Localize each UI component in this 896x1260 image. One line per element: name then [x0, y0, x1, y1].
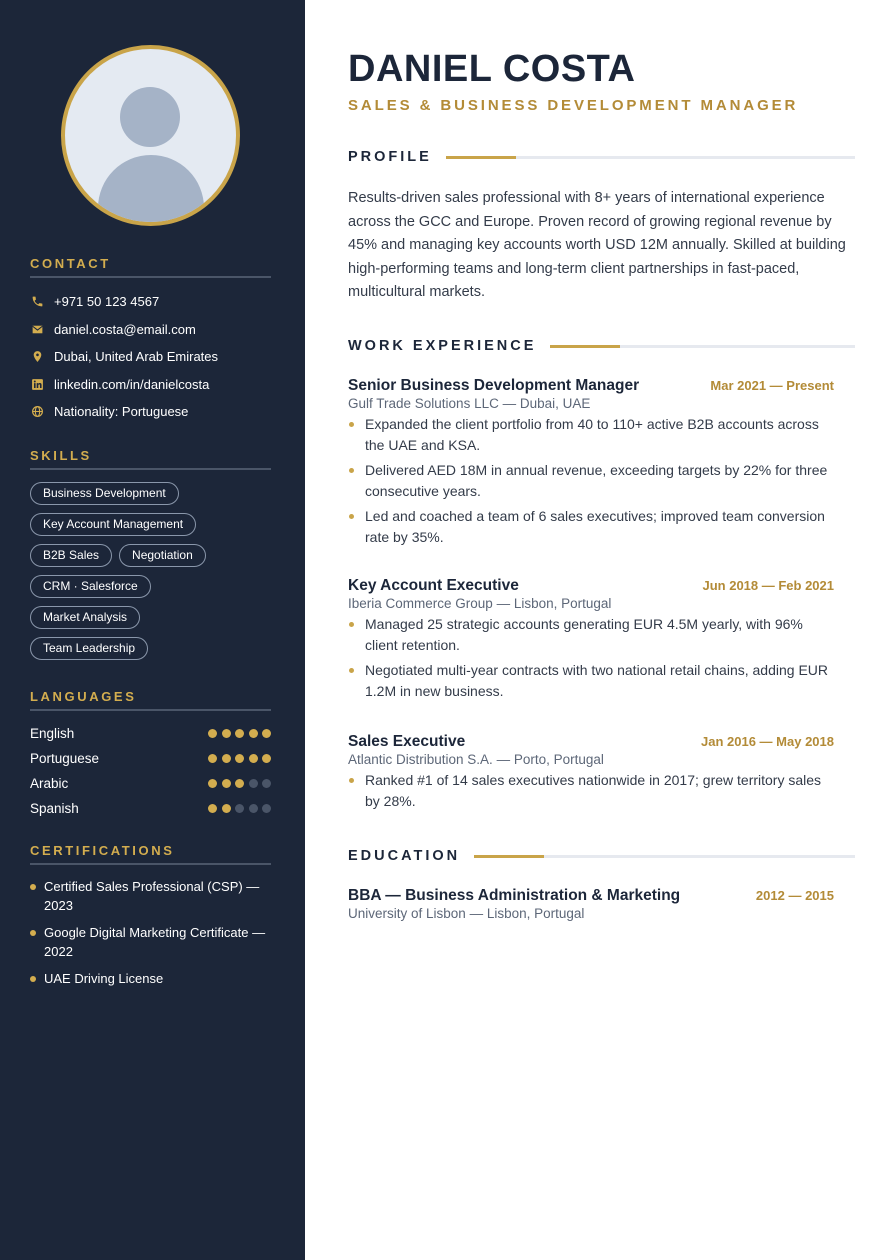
education-degree: BBA — Business Administration & Marketing [348, 887, 681, 904]
section-divider [474, 855, 855, 858]
profile-heading-row [348, 147, 855, 167]
linkedin-icon [30, 377, 44, 391]
level-dot-filled [208, 804, 217, 813]
level-dot-empty [235, 804, 244, 813]
job-bullet: Managed 25 strategic accounts generating EUR 4.5M yearly, with 96% client retention. [348, 614, 834, 656]
job-bullet: Expanded the client portfolio from 40 to 110+ active B2B accounts across the UAE and KSA. [348, 414, 834, 456]
job-company: Gulf Trade Solutions LLC [348, 396, 499, 411]
sidebar [0, 0, 305, 1260]
contact-linkedin-text: linkedin.com/in/danielcosta [54, 376, 210, 392]
education-school-line [348, 906, 834, 921]
job-bullets [348, 614, 834, 702]
skill-chip: Key Account Management [30, 513, 196, 536]
avatar-body-shape [98, 155, 204, 226]
candidate-name: DANIEL COSTA [348, 48, 636, 90]
level-dot-filled [235, 729, 244, 738]
job-title: Sales Executive [348, 733, 466, 750]
job-title: Senior Business Development Manager [348, 377, 640, 394]
certifications-heading: CERTIFICATIONS [30, 843, 271, 865]
level-dot-filled [222, 804, 231, 813]
contact-nationality [30, 398, 271, 426]
contact-section [30, 256, 271, 426]
level-dot-empty [249, 779, 258, 788]
language-level-dots [204, 729, 272, 738]
job-dates: Mar 2021 — Present [710, 378, 834, 393]
job-company-line [348, 752, 834, 767]
language-row [30, 721, 271, 746]
language-row [30, 771, 271, 796]
language-name: English [30, 726, 75, 741]
level-dot-filled [235, 754, 244, 763]
profile-summary: Results-driven sales professional with 8+ years of international experience across the GCC and Europe. Proven record of growing regional revenue by 45% and managing key accounts worth USD 12M annually. Skilled at building high-performing teams and long-term client partnerships in fast-paced, multicultural markets. [348, 190, 846, 300]
level-dot-empty [249, 804, 258, 813]
skill-chip: Business Development [30, 482, 179, 505]
job-company: Atlantic Distribution S.A. [348, 752, 493, 767]
level-dot-filled [262, 729, 271, 738]
skill-chip: B2B Sales [30, 544, 112, 567]
level-dot-filled [235, 779, 244, 788]
candidate-title: SALES & BUSINESS DEVELOPMENT MANAGER [348, 97, 799, 114]
level-dot-empty [262, 804, 271, 813]
job-bullet: Led and coached a team of 6 sales executives; improved team conversion rate by 35%. [348, 506, 834, 548]
contact-nationality-text: Nationality: Portuguese [54, 404, 189, 420]
languages-section [30, 689, 271, 821]
level-dot-filled [222, 779, 231, 788]
job-company: Iberia Commerce Group [348, 596, 493, 611]
certifications-list [30, 877, 271, 988]
languages-heading: LANGUAGES [30, 689, 271, 711]
job-dates: Jun 2018 — Feb 2021 [702, 578, 834, 593]
job-bullet: Ranked #1 of 14 sales executives nationwide in 2017; grew territory sales by 28%. [348, 770, 834, 812]
level-dot-filled [262, 754, 271, 763]
avatar-head-shape [120, 87, 180, 147]
main-content [305, 0, 896, 1260]
section-divider-accent [446, 156, 516, 159]
job-location: — Porto, Portugal [496, 752, 604, 767]
language-row [30, 746, 271, 771]
location-pin-icon [30, 350, 44, 364]
contact-linkedin[interactable] [30, 371, 271, 399]
certification-item: Certified Sales Professional (CSP) — 2023 [30, 877, 275, 915]
skill-chip: Team Leadership [30, 637, 148, 660]
level-dot-empty [262, 779, 271, 788]
certification-item: Google Digital Marketing Certificate — 2022 [30, 923, 275, 961]
skill-chip: Negotiation [119, 544, 206, 567]
education-heading: EDUCATION [348, 848, 461, 864]
job-dates: Jan 2016 — May 2018 [701, 734, 834, 749]
job-bullets [348, 414, 834, 548]
education-heading-row [348, 846, 855, 866]
level-dot-filled [208, 779, 217, 788]
contact-email[interactable] [30, 316, 271, 344]
education-location: — Lisbon, Portugal [469, 906, 585, 921]
skill-chip: Market Analysis [30, 606, 140, 629]
language-row [30, 796, 271, 821]
languages-list [30, 721, 271, 821]
language-name: Spanish [30, 801, 79, 816]
language-level-dots [204, 779, 272, 788]
job-entry [348, 577, 834, 706]
level-dot-filled [249, 754, 258, 763]
level-dot-filled [249, 729, 258, 738]
language-name: Arabic [30, 776, 69, 791]
contact-phone-text: +971 50 123 4567 [54, 294, 160, 310]
certification-item: UAE Driving License [30, 969, 275, 988]
job-company-line [348, 596, 834, 611]
education-dates: 2012 — 2015 [755, 888, 834, 903]
profile-heading: PROFILE [348, 149, 432, 165]
section-divider [446, 156, 855, 159]
certifications-section [30, 843, 271, 996]
experience-heading: WORK EXPERIENCE [348, 338, 537, 354]
job-bullet: Delivered AED 18M in annual revenue, exceeding targets by 22% for three consecutive years. [348, 460, 834, 502]
contact-email-text: daniel.costa@email.com [54, 321, 196, 337]
level-dot-filled [208, 754, 217, 763]
contact-phone[interactable] [30, 288, 271, 316]
level-dot-filled [222, 754, 231, 763]
globe-icon [30, 405, 44, 419]
section-divider [550, 345, 855, 348]
job-title: Key Account Executive [348, 577, 519, 594]
contact-location-text: Dubai, United Arab Emirates [54, 349, 219, 365]
skills-section [30, 448, 271, 668]
language-level-dots [204, 804, 272, 813]
avatar [61, 45, 240, 226]
job-entry [348, 377, 834, 552]
skill-chip: CRM · Salesforce [30, 575, 151, 598]
job-company-line [348, 396, 834, 411]
job-bullets [348, 770, 834, 812]
job-entry [348, 733, 834, 816]
contact-list [30, 288, 271, 426]
language-name: Portuguese [30, 751, 100, 766]
phone-icon [30, 295, 44, 309]
level-dot-filled [222, 729, 231, 738]
email-icon [30, 322, 44, 336]
education-entry [348, 887, 834, 921]
contact-heading: CONTACT [30, 256, 271, 278]
language-level-dots [204, 754, 272, 763]
job-location: — Dubai, UAE [502, 396, 591, 411]
experience-heading-row [348, 336, 855, 356]
job-bullet: Negotiated multi-year contracts with two national retail chains, adding EUR 1.2M in new business. [348, 660, 834, 702]
education-school: University of Lisbon [348, 906, 466, 921]
contact-location [30, 343, 271, 371]
skills-list [30, 482, 230, 668]
section-divider-accent [474, 855, 544, 858]
job-location: — Lisbon, Portugal [496, 596, 612, 611]
skills-heading: SKILLS [30, 448, 271, 470]
level-dot-filled [208, 729, 217, 738]
section-divider-accent [550, 345, 620, 348]
